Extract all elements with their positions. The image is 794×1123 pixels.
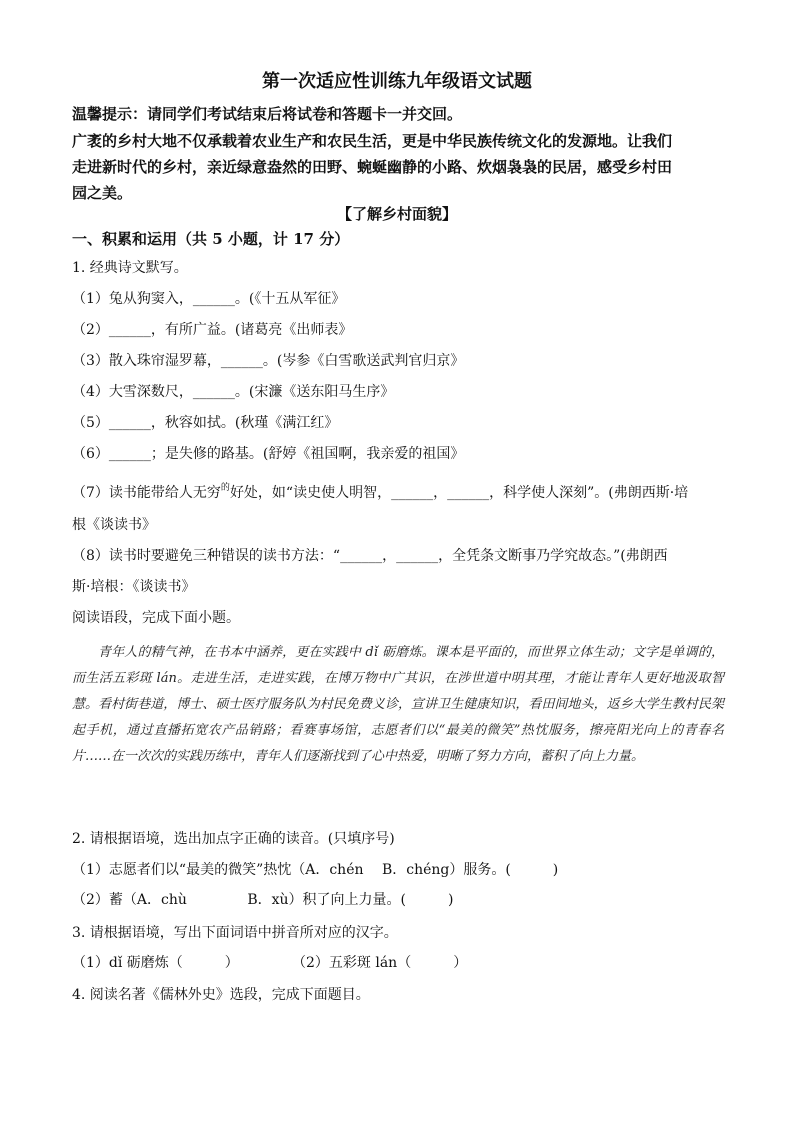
q1-item-7-cont: 根《谈读书》 [72,517,156,533]
q3-stem: 3. 请根据语境，写出下面词语中拼音所对应的汉字。 [72,925,398,941]
q1-item-4: （4）大雪深数尺，______。(宋濂《送东阳马生序》 [72,384,395,400]
q1-stem: 1. 经典诗文默写。 [72,260,188,276]
reading-prompt: 阅读语段，完成下面小题。 [72,610,240,626]
q2-stem: 2. 请根据语境，选出加点字正确的读音。(只填序号) [72,831,395,847]
q1-item-7-part-b: 好处，如“读史使人明智，______，______，科学使人深刻”。(弗朗西斯·培 [229,485,689,501]
intro-line-3: 园之美。 [72,184,133,202]
exam-title: 第一次适应性训练九年级语文试题 [262,71,532,92]
q1-item-7-superscript: 的 [220,483,230,493]
section-header: 【了解乡村面貌】 [336,205,457,223]
q3-item-1: （1）dǐ 砺磨炼（ ） [72,955,239,971]
q1-item-8: （8）读书时要避免三种错误的读书方法：“______，______，全凭条文断事乃学究故态。”(弗朗西 [72,548,668,564]
intro-line-1: 广袤的乡村大地不仅承载着农业生产和农民生活，更是中华民族传统文化的发源地。让我们 [72,132,673,150]
q4-stem: 4. 阅读名著《儒林外史》选段，完成下面题目。 [72,987,370,1003]
q1-item-7-part-a: （7）读书能带给人无穷 [72,485,221,501]
q2-item-2: （2）蓄（A．chù B．xù）积了向上力量。( ) [72,892,454,908]
q1-item-8-cont: 斯·培根：《谈读书》 [72,579,196,595]
intro-line-2: 走进新时代的乡村，亲近绿意盎然的田野、蜿蜒幽静的小路、炊烟袅袅的民居，感受乡村田 [72,158,673,176]
q1-item-7 [72,483,688,505]
q1-item-1: （1）兔从狗窦入，______。(《十五从军征》 [72,291,346,307]
q1-item-6: （6）______；是失修的路基。(舒婷《祖国啊，我亲爱的祖国》 [72,446,465,462]
part-one-heading: 一、积累和运用（共 5 小题，计 17 分） [72,230,350,248]
q2-item-1: （1）志愿者们以“最美的微笑”热忱（A．chén B．chéng）服务。( ) [72,862,559,878]
q1-item-3: （3）散入珠帘湿罗幕，______。(岑参《白雪歌送武判官归京》 [72,353,465,369]
reading-passage: 青年人的精气神，在书本中涵养，更在实践中 dǐ 砺磨炼。课本是平面的，而世界立体生动；文字是单调的，而生活五彩斑 lán。走进生活，走进实践，在博万物中广其识，在涉世道中明其理，才能让青年人更好地汲取智慧。看村街巷道，博士、硕士医疗服务队为村民免费义诊，宣讲卫生健康知识，看田间地头，返乡大学生教村民架起手机，通过直播拓宽农产品销路；看赛事场馆，志愿者们以“最美的微笑”热忱服务，擦亮阳光向上的青春名片……在一次次的实践历练中，青年人们逐渐找到了心中热爱，明晰了努力方向，蓄积了向上力量。 [72,645,724,764]
warm-tip: 温馨提示：请同学们考试结束后将试卷和答题卡一并交回。 [72,105,463,123]
q1-item-2: （2）______，有所广益。(诸葛亮《出师表》 [72,322,353,338]
q1-item-5: （5）______，秋容如拭。(秋瑾《满江红》 [72,415,339,431]
q3-item-2: （2）五彩斑 lán（ ） [292,955,468,971]
